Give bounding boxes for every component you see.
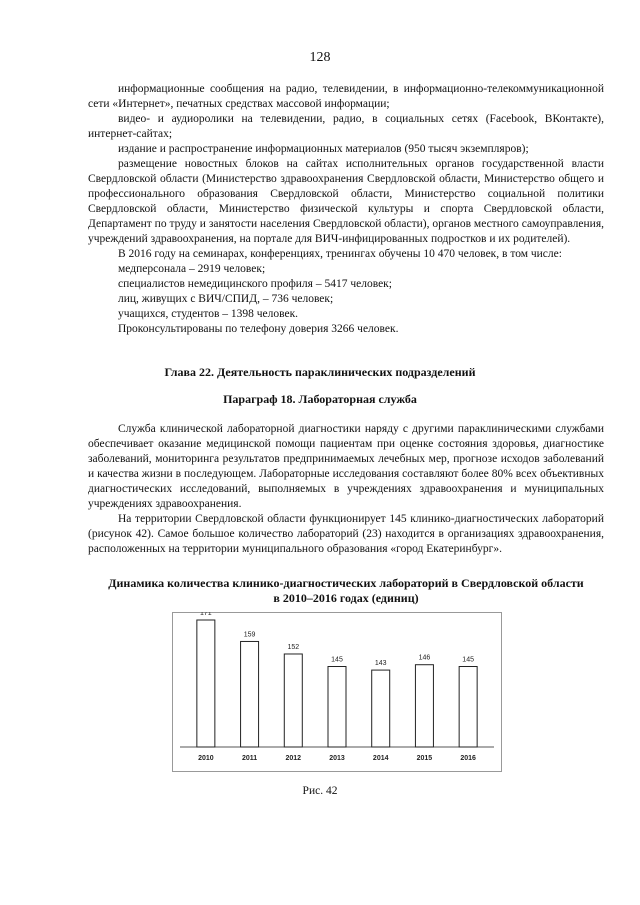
x-tick-label: 2016 xyxy=(460,755,476,762)
list-item: лиц, живущих с ВИЧ/СПИД, – 736 человек; xyxy=(118,293,334,305)
chart-title-line: в 2010–2016 годах (единиц) xyxy=(273,591,419,605)
chart-title xyxy=(88,576,604,606)
list-item: Проконсультированы по телефону доверия 3266 человек. xyxy=(118,323,399,335)
data-label: 171 xyxy=(200,612,212,617)
paragraph-heading: Параграф 18. Лабораторная служба xyxy=(223,392,417,406)
data-label: 152 xyxy=(287,643,300,651)
bar xyxy=(372,670,390,747)
x-tick-label: 2012 xyxy=(285,755,302,762)
list-item: специалистов немедицинского профиля – 5417 человек; xyxy=(118,278,392,290)
x-tick-label: 2014 xyxy=(372,755,389,762)
bar xyxy=(241,641,259,747)
list-item: медперсонала – 2919 человек; xyxy=(118,263,266,275)
x-tick-label: 2013 xyxy=(329,755,345,762)
paragraph: видео- и аудиоролики на телевидении, радио, в социальных сетях (Facebook, ВКонтакте), интернет-сайтах; xyxy=(88,113,604,140)
bar xyxy=(284,654,302,747)
chapter-heading: Глава 22. Деятельность параклинических подразделений xyxy=(164,365,476,379)
bar xyxy=(328,667,346,747)
paragraph: издание и распространение информационных материалов (950 тысяч экземпляров); xyxy=(118,143,529,155)
paragraph: информационные сообщения на радио, телевидении, в информационно-телекоммуникационной сети «Интернет», печатных средствах массовой информации; xyxy=(88,83,604,110)
bar xyxy=(459,667,477,747)
chart-title-line: Динамика количества клинико-диагностических лабораторий в Свердловской области xyxy=(108,576,584,590)
figure-caption: Рис. 42 xyxy=(302,785,338,797)
paragraph: размещение новостных блоков на сайтах исполнительных органов государственной власти Свердловской области (Министерство здравоохранения Свердловской области, Министерство общего и профессионального образования Свердловской области, Министерство социальной политики Свердловской области, Министерство физической культуры и спорта Свердловской области, Департамент по труду и занятости населения Свердловской области), органов местного самоуправления, учреждений здравоохранения, на портале для ВИЧ-инфицированных подростков и их родителей). xyxy=(88,158,604,245)
page-number: 128 xyxy=(309,50,331,65)
x-tick-label: 2011 xyxy=(241,755,258,762)
top-text-block xyxy=(88,82,604,337)
chart-svg xyxy=(172,612,502,772)
list-item: учащихся, студентов – 1398 человек. xyxy=(118,308,299,320)
body-text-block xyxy=(88,422,604,557)
x-tick-label: 2015 xyxy=(416,755,433,762)
bar xyxy=(197,620,215,747)
x-tick-label: 2010 xyxy=(198,755,214,762)
bar-chart xyxy=(172,612,502,772)
data-label: 146 xyxy=(418,654,431,662)
paragraph: На территории Свердловской области функционирует 145 клинико-диагностических лабораторий (рисунок 42). Самое большое количество лабораторий (23) находится в организациях здравоохранения, расположенных на территории муниципального образования «город Екатеринбург». xyxy=(88,513,604,555)
data-label: 159 xyxy=(243,631,256,639)
data-label: 145 xyxy=(462,656,474,664)
bar xyxy=(415,665,433,747)
data-label: 145 xyxy=(331,656,343,664)
paragraph: Служба клинической лабораторной диагностики наряду с другими параклиническими службами обеспечивает оказание медицинской помощи пациентам при оценке состояния здоровья, диагностике заболеваний, мониторинга результатов предпринимаемых лечебных мер, прогнозе исходов заболеваний и качества жизни в последующем. Лабораторные исследования составляют более 80% всех объективных диагностических исследований, выполняемых в учреждениях здравоохранения и муниципальных учреждениях здравоохранения. xyxy=(88,423,604,510)
paragraph: В 2016 году на семинарах, конференциях, тренингах обучены 10 470 человек, в том числе: xyxy=(118,248,562,260)
data-label: 143 xyxy=(374,660,387,668)
